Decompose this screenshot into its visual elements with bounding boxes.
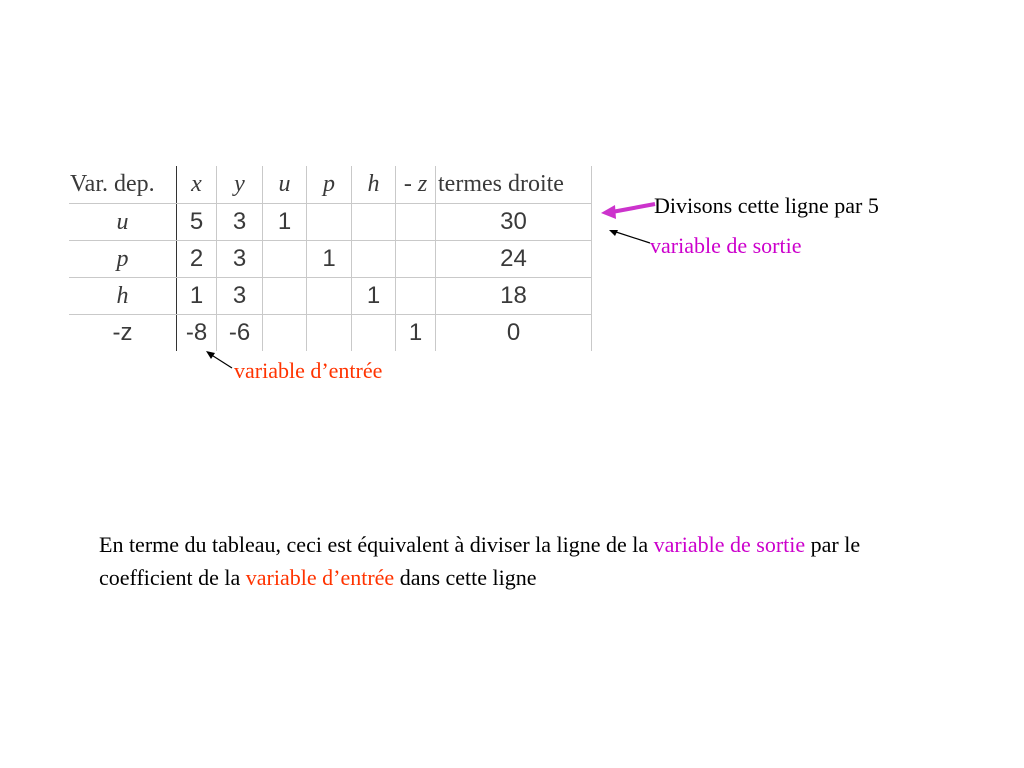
row-var: u [69, 203, 177, 240]
header-rhs: termes droite [436, 166, 592, 203]
header-p: p [307, 166, 352, 203]
header-z: - z [396, 166, 436, 203]
cell-y: -6 [217, 314, 263, 351]
sortie-arrow-icon [609, 230, 650, 243]
cell-x: 2 [177, 240, 217, 277]
paragraph-text: par le coefficient de la [99, 532, 861, 590]
cell-y: 3 [217, 203, 263, 240]
paragraph-text: dans cette ligne [394, 565, 537, 590]
cell-rhs: 18 [436, 277, 592, 314]
paragraph-entering-variable: variable d’entrée [245, 565, 395, 590]
cell-rhs: 0 [436, 314, 592, 351]
cell-rhs: 30 [436, 203, 592, 240]
cell-x: 5 [177, 203, 217, 240]
row-var: p [69, 240, 177, 277]
cell-u: 1 [263, 203, 307, 240]
header-u: u [263, 166, 307, 203]
explanation-paragraph [99, 528, 959, 594]
header-h: h [352, 166, 396, 203]
row-var: h [69, 277, 177, 314]
header-y: y [217, 166, 263, 203]
entering-variable-note: variable d’entrée [234, 358, 383, 383]
paragraph-text: En terme du tableau, ceci est équivalent à diviser la ligne de la [99, 532, 654, 557]
cell-p: 1 [307, 240, 352, 277]
cell-x: 1 [177, 277, 217, 314]
purple-arrow-icon [601, 204, 655, 219]
row-var: -z [69, 314, 177, 351]
header-var-dep: Var. dep. [69, 166, 177, 203]
entree-arrow-icon [206, 351, 232, 368]
cell-h: 1 [352, 277, 396, 314]
leaving-variable-note: variable de sortie [650, 233, 802, 258]
cell-x: -8 [177, 314, 217, 351]
header-x: x [177, 166, 217, 203]
cell-rhs: 24 [436, 240, 592, 277]
cell-y: 3 [217, 277, 263, 314]
divide-row-note: Divisons cette ligne par 5 [654, 193, 879, 218]
paragraph-leaving-variable: variable de sortie [653, 532, 806, 557]
cell-z: 1 [396, 314, 436, 351]
cell-y: 3 [217, 240, 263, 277]
